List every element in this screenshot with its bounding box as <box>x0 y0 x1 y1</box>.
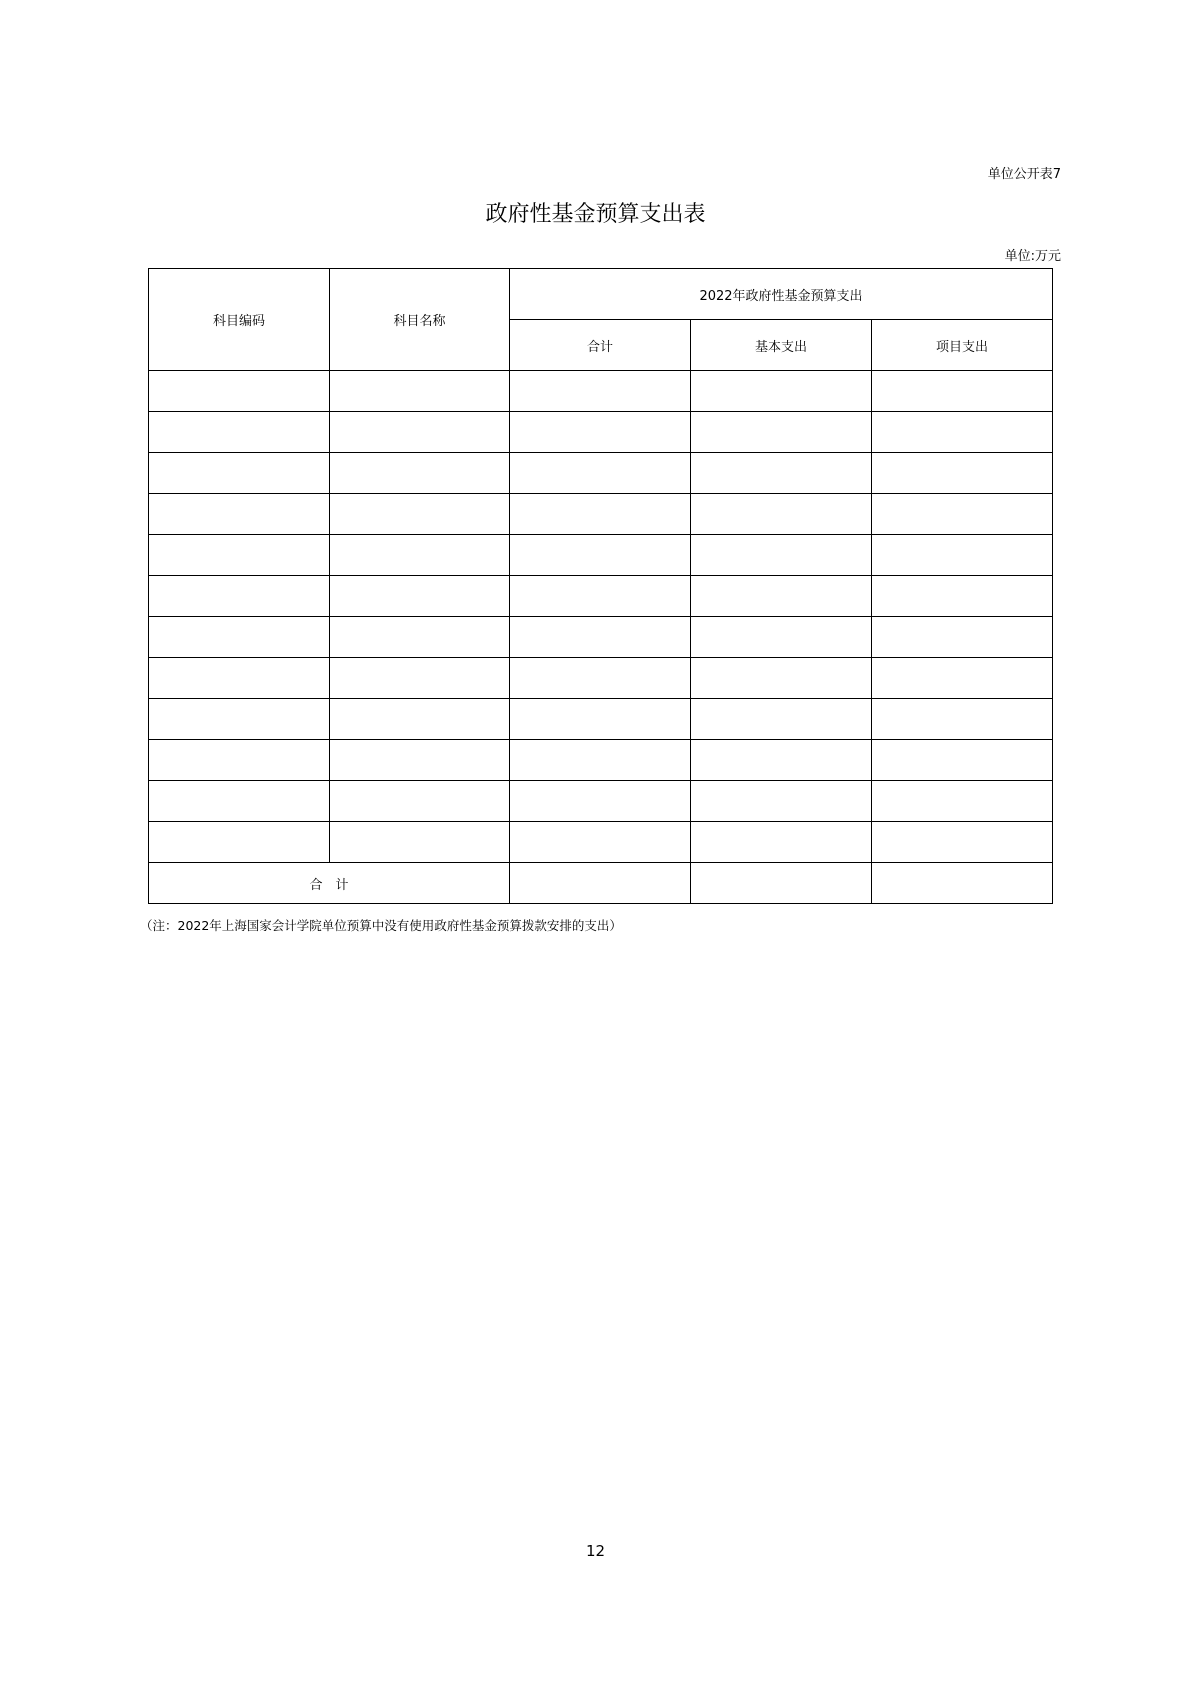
total-cell-basic <box>691 863 872 904</box>
header-basic-expenditure: 基本支出 <box>691 320 872 371</box>
header-subject-code: 科目编码 <box>149 269 330 371</box>
cell-basic <box>691 371 872 412</box>
cell-total <box>510 535 691 576</box>
cell-project <box>872 576 1053 617</box>
cell-project <box>872 453 1053 494</box>
table-row <box>149 535 1053 576</box>
header-group-expenditure: 2022年政府性基金预算支出 <box>510 269 1053 320</box>
cell-project <box>872 781 1053 822</box>
cell-basic <box>691 412 872 453</box>
cell-total <box>510 699 691 740</box>
total-cell-project <box>872 863 1053 904</box>
cell-total <box>510 781 691 822</box>
cell-subject-code <box>149 453 330 494</box>
cell-subject-name <box>330 658 510 699</box>
cell-project <box>872 740 1053 781</box>
total-cell-total <box>510 863 691 904</box>
cell-subject-code <box>149 658 330 699</box>
cell-basic <box>691 453 872 494</box>
cell-subject-code <box>149 494 330 535</box>
table-row <box>149 781 1053 822</box>
cell-project <box>872 617 1053 658</box>
cell-subject-name <box>330 576 510 617</box>
cell-project <box>872 371 1053 412</box>
cell-basic <box>691 822 872 863</box>
cell-project <box>872 494 1053 535</box>
header-total: 合计 <box>510 320 691 371</box>
cell-subject-name <box>330 740 510 781</box>
cell-subject-code <box>149 535 330 576</box>
cell-total <box>510 658 691 699</box>
total-row <box>149 863 1053 904</box>
cell-subject-code <box>149 822 330 863</box>
header-row <box>149 269 1053 320</box>
cell-total <box>510 822 691 863</box>
cell-basic <box>691 781 872 822</box>
header-project-expenditure: 项目支出 <box>872 320 1053 371</box>
table-row <box>149 412 1053 453</box>
cell-total <box>510 576 691 617</box>
cell-basic <box>691 494 872 535</box>
table-row <box>149 453 1053 494</box>
cell-total <box>510 494 691 535</box>
cell-subject-code <box>149 699 330 740</box>
cell-subject-code <box>149 412 330 453</box>
cell-subject-name <box>330 494 510 535</box>
table-row <box>149 740 1053 781</box>
table-row <box>149 371 1053 412</box>
cell-subject-name <box>330 412 510 453</box>
cell-subject-name <box>330 781 510 822</box>
table-row <box>149 617 1053 658</box>
table-row <box>149 494 1053 535</box>
footnote: （注：2022年上海国家会计学院单位预算中没有使用政府性基金预算拨款安排的支出） <box>140 918 622 933</box>
cell-basic <box>691 617 872 658</box>
cell-subject-name <box>330 453 510 494</box>
page-number: 12 <box>585 1542 606 1560</box>
total-row-label: 合 计 <box>149 863 510 904</box>
cell-project <box>872 822 1053 863</box>
header-subject-name: 科目名称 <box>330 269 510 371</box>
unit-label: 单位:万元 <box>1004 249 1061 264</box>
cell-subject-name <box>330 699 510 740</box>
budget-table <box>148 268 1053 904</box>
cell-subject-code <box>149 576 330 617</box>
cell-subject-code <box>149 617 330 658</box>
cell-total <box>510 617 691 658</box>
cell-subject-name <box>330 617 510 658</box>
cell-total <box>510 412 691 453</box>
table-row <box>149 658 1053 699</box>
cell-subject-code <box>149 740 330 781</box>
page-title: 政府性基金预算支出表 <box>485 202 706 227</box>
cell-total <box>510 371 691 412</box>
cell-total <box>510 453 691 494</box>
cell-subject-name <box>330 535 510 576</box>
cell-total <box>510 740 691 781</box>
cell-basic <box>691 699 872 740</box>
cell-project <box>872 658 1053 699</box>
table-row <box>149 822 1053 863</box>
cell-basic <box>691 740 872 781</box>
cell-basic <box>691 658 872 699</box>
cell-project <box>872 412 1053 453</box>
table-row <box>149 699 1053 740</box>
cell-subject-name <box>330 371 510 412</box>
cell-basic <box>691 535 872 576</box>
cell-basic <box>691 576 872 617</box>
cell-project <box>872 535 1053 576</box>
cell-subject-name <box>330 822 510 863</box>
cell-subject-code <box>149 781 330 822</box>
cell-subject-code <box>149 371 330 412</box>
table-row <box>149 576 1053 617</box>
cell-project <box>872 699 1053 740</box>
form-number: 单位公开表7 <box>987 167 1061 182</box>
